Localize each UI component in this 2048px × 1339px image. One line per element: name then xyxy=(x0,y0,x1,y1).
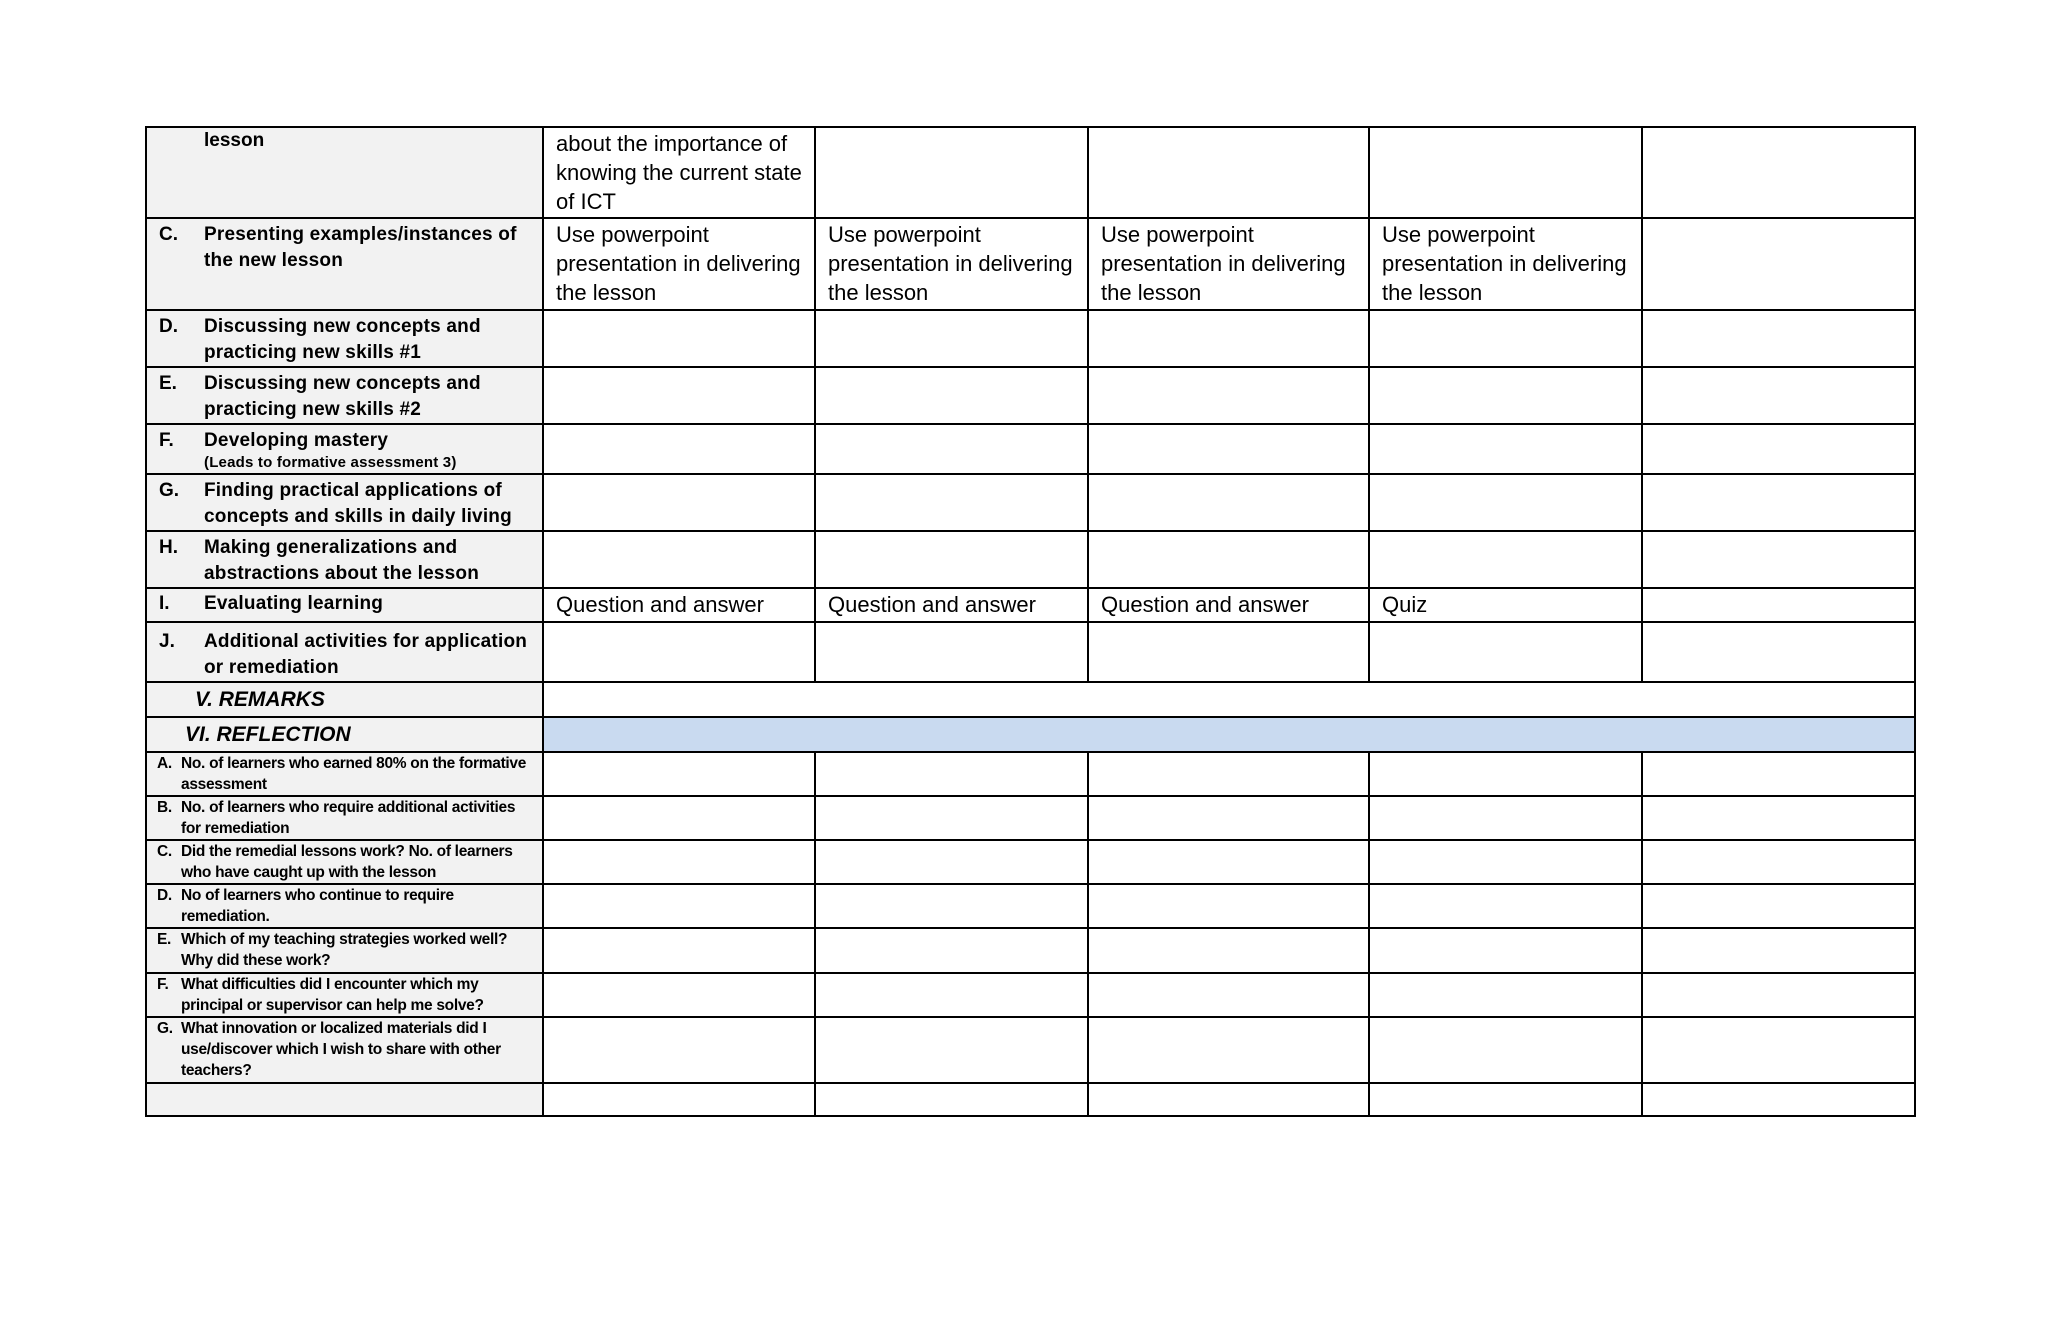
remarks-heading: V. REMARKS xyxy=(195,688,325,711)
day4-cell[interactable] xyxy=(1369,622,1642,682)
day4-cell[interactable]: Quiz xyxy=(1369,588,1642,622)
row-label: No of learners who continue to require remediation. xyxy=(181,887,454,925)
row-label: No. of learners who require additional activities for remediation xyxy=(181,799,516,837)
day3-cell[interactable] xyxy=(1088,928,1369,973)
day3-cell[interactable] xyxy=(1088,796,1369,840)
row-label: Additional activities for application or remediation xyxy=(204,631,528,678)
table-row xyxy=(146,622,1915,682)
day1-cell[interactable]: Question and answer xyxy=(543,588,815,622)
day5-cell[interactable] xyxy=(1642,588,1915,622)
row-letter: A. xyxy=(157,755,172,772)
day5-cell[interactable] xyxy=(1642,127,1915,218)
day2-cell[interactable] xyxy=(815,474,1088,531)
day3-cell[interactable] xyxy=(1088,1017,1369,1083)
day2-cell[interactable] xyxy=(815,840,1088,884)
day4-cell[interactable] xyxy=(1369,840,1642,884)
day1-cell[interactable] xyxy=(543,973,815,1017)
row-label-cell xyxy=(146,127,543,218)
row-letter: D. xyxy=(159,316,178,337)
reflection-label-cell xyxy=(146,717,543,752)
day5-cell[interactable] xyxy=(1642,884,1915,928)
day5-cell[interactable] xyxy=(1642,1017,1915,1083)
day2-cell[interactable] xyxy=(815,928,1088,973)
day2-cell[interactable] xyxy=(815,884,1088,928)
row-label: Developing mastery xyxy=(204,430,389,451)
day4-cell[interactable] xyxy=(1369,127,1642,218)
day1-cell[interactable] xyxy=(543,928,815,973)
day3-cell[interactable] xyxy=(1088,1083,1369,1116)
day3-cell[interactable]: Use powerpoint presentation in delivering the lesson xyxy=(1088,218,1369,310)
day2-cell[interactable] xyxy=(815,127,1088,218)
day4-cell[interactable] xyxy=(1369,474,1642,531)
day5-cell[interactable] xyxy=(1642,424,1915,474)
day2-cell[interactable] xyxy=(815,622,1088,682)
day5-cell[interactable] xyxy=(1642,218,1915,310)
table-row xyxy=(146,884,1915,928)
row-label: Discussing new concepts and practicing new skills #2 xyxy=(204,373,481,420)
day2-cell[interactable] xyxy=(815,796,1088,840)
day1-cell[interactable] xyxy=(543,310,815,367)
day2-cell[interactable] xyxy=(815,973,1088,1017)
table-row xyxy=(146,367,1915,424)
row-letter: G. xyxy=(157,1020,173,1037)
reflection-label-cell xyxy=(146,840,543,884)
day3-cell[interactable] xyxy=(1088,884,1369,928)
row-label-cell xyxy=(146,218,543,310)
day5-cell[interactable] xyxy=(1642,474,1915,531)
reflection-label-cell xyxy=(146,752,543,796)
reflection-label-cell xyxy=(146,928,543,973)
remarks-cell[interactable] xyxy=(543,682,1915,717)
day2-cell[interactable] xyxy=(815,1083,1088,1116)
row-letter: E. xyxy=(159,373,177,394)
reflection-header-row xyxy=(146,717,1915,752)
day1-cell[interactable] xyxy=(543,474,815,531)
day1-cell[interactable] xyxy=(543,424,815,474)
row-label: Finding practical applications of concepts and skills in daily living xyxy=(204,480,512,527)
day1-cell[interactable]: Use powerpoint presentation in delivering the lesson xyxy=(543,218,815,310)
day3-cell[interactable] xyxy=(1088,622,1369,682)
row-label-cell xyxy=(146,588,543,622)
day4-cell[interactable] xyxy=(1369,531,1642,588)
day4-cell[interactable] xyxy=(1369,884,1642,928)
table-row xyxy=(146,531,1915,588)
table-row xyxy=(146,752,1915,796)
remarks-row xyxy=(146,682,1915,717)
row-label: Making generalizations and abstractions about the lesson xyxy=(204,537,480,584)
table-row xyxy=(146,424,1915,474)
day5-cell[interactable] xyxy=(1642,531,1915,588)
row-label-cell xyxy=(146,474,543,531)
row-sublabel: (Leads to formative assessment 3) xyxy=(204,454,457,471)
reflection-label-cell xyxy=(146,1017,543,1083)
row-letter: I. xyxy=(159,593,170,614)
day4-cell[interactable]: Use powerpoint presentation in delivering the lesson xyxy=(1369,218,1642,310)
table-row xyxy=(146,840,1915,884)
day5-cell[interactable] xyxy=(1642,840,1915,884)
row-label-cell xyxy=(146,424,543,474)
row-label: No. of learners who earned 80% on the formative assessment xyxy=(181,755,527,793)
row-letter: H. xyxy=(159,537,178,558)
day1-cell[interactable] xyxy=(543,622,815,682)
row-label-cell xyxy=(146,622,543,682)
row-label: Evaluating learning xyxy=(204,593,384,614)
day3-cell[interactable] xyxy=(1088,127,1369,218)
day4-cell[interactable] xyxy=(1369,973,1642,1017)
day1-cell[interactable] xyxy=(543,796,815,840)
reflection-label-cell xyxy=(146,973,543,1017)
row-letter: E. xyxy=(157,931,172,948)
day4-cell[interactable] xyxy=(1369,424,1642,474)
row-label: What innovation or localized materials did I use/discover which I wish to share with other teachers? xyxy=(181,1020,501,1079)
row-label: Did the remedial lessons work? No. of learners who have caught up with the lesson xyxy=(181,843,513,881)
day5-cell[interactable] xyxy=(1642,367,1915,424)
reflection-label-cell xyxy=(146,796,543,840)
table-row xyxy=(146,928,1915,973)
day1-cell[interactable] xyxy=(543,752,815,796)
day4-cell[interactable] xyxy=(1369,928,1642,973)
remarks-label-cell xyxy=(146,682,543,717)
reflection-band xyxy=(543,717,1915,752)
day2-cell[interactable] xyxy=(815,531,1088,588)
day4-cell[interactable] xyxy=(1369,367,1642,424)
day5-cell[interactable] xyxy=(1642,1083,1915,1116)
row-label: Which of my teaching strategies worked well? Why did these work? xyxy=(181,931,508,969)
row-letter: C. xyxy=(157,843,172,860)
reflection-heading: VI. REFLECTION xyxy=(185,723,351,746)
table-row xyxy=(146,973,1915,1017)
day2-cell[interactable] xyxy=(815,310,1088,367)
row-label: What difficulties did I encounter which my principal or supervisor can help me solve? xyxy=(181,976,484,1014)
day3-cell[interactable] xyxy=(1088,367,1369,424)
day1-cell[interactable] xyxy=(543,531,815,588)
day5-cell[interactable] xyxy=(1642,973,1915,1017)
row-letter: C. xyxy=(159,224,178,245)
day3-cell[interactable] xyxy=(1088,973,1369,1017)
day2-cell[interactable]: Question and answer xyxy=(815,588,1088,622)
row-label-cell xyxy=(146,531,543,588)
day3-cell[interactable] xyxy=(1088,310,1369,367)
row-letter: B. xyxy=(157,799,172,816)
row-letter: G. xyxy=(159,480,180,501)
day2-cell[interactable] xyxy=(815,752,1088,796)
day4-cell[interactable] xyxy=(1369,310,1642,367)
day5-cell[interactable] xyxy=(1642,796,1915,840)
day5-cell[interactable] xyxy=(1642,310,1915,367)
day3-cell[interactable]: Question and answer xyxy=(1088,588,1369,622)
day1-cell[interactable] xyxy=(543,1083,815,1116)
day3-cell[interactable] xyxy=(1088,474,1369,531)
day4-cell[interactable] xyxy=(1369,752,1642,796)
day2-cell[interactable] xyxy=(815,424,1088,474)
day1-cell[interactable] xyxy=(543,367,815,424)
day3-cell[interactable] xyxy=(1088,752,1369,796)
day5-cell[interactable] xyxy=(1642,752,1915,796)
day4-cell[interactable] xyxy=(1369,1083,1642,1116)
row-label-cell xyxy=(146,310,543,367)
table-row xyxy=(146,1017,1915,1083)
row-label: Presenting examples/instances of the new lesson xyxy=(204,224,517,271)
day4-cell[interactable] xyxy=(1369,1017,1642,1083)
day1-cell[interactable] xyxy=(543,1017,815,1083)
table-row xyxy=(146,127,1915,218)
row-label-cell xyxy=(146,367,543,424)
reflection-label-cell xyxy=(146,1083,543,1116)
row-label: Discussing new concepts and practicing new skills #1 xyxy=(204,316,481,363)
day2-cell[interactable] xyxy=(815,1017,1088,1083)
table-row xyxy=(146,474,1915,531)
reflection-label-cell xyxy=(146,884,543,928)
day2-cell[interactable] xyxy=(815,367,1088,424)
day5-cell[interactable] xyxy=(1642,928,1915,973)
day4-cell[interactable] xyxy=(1369,796,1642,840)
table-row xyxy=(146,588,1915,622)
row-letter: F. xyxy=(157,976,169,993)
row-letter: J. xyxy=(159,631,175,652)
table-row xyxy=(146,218,1915,310)
table-row xyxy=(146,310,1915,367)
day1-cell[interactable] xyxy=(543,840,815,884)
day3-cell[interactable] xyxy=(1088,840,1369,884)
row-letter: D. xyxy=(157,887,172,904)
day5-cell[interactable] xyxy=(1642,622,1915,682)
row-letter: F. xyxy=(159,430,174,451)
table-row xyxy=(146,796,1915,840)
day2-cell[interactable]: Use powerpoint presentation in delivering the lesson xyxy=(815,218,1088,310)
table-row xyxy=(146,1083,1915,1116)
day1-cell[interactable] xyxy=(543,884,815,928)
day1-cell[interactable]: about the importance of knowing the current state of ICT xyxy=(543,127,815,218)
day3-cell[interactable] xyxy=(1088,531,1369,588)
row-label: lesson xyxy=(204,130,265,151)
day3-cell[interactable] xyxy=(1088,424,1369,474)
lesson-plan-table xyxy=(145,126,1916,1117)
